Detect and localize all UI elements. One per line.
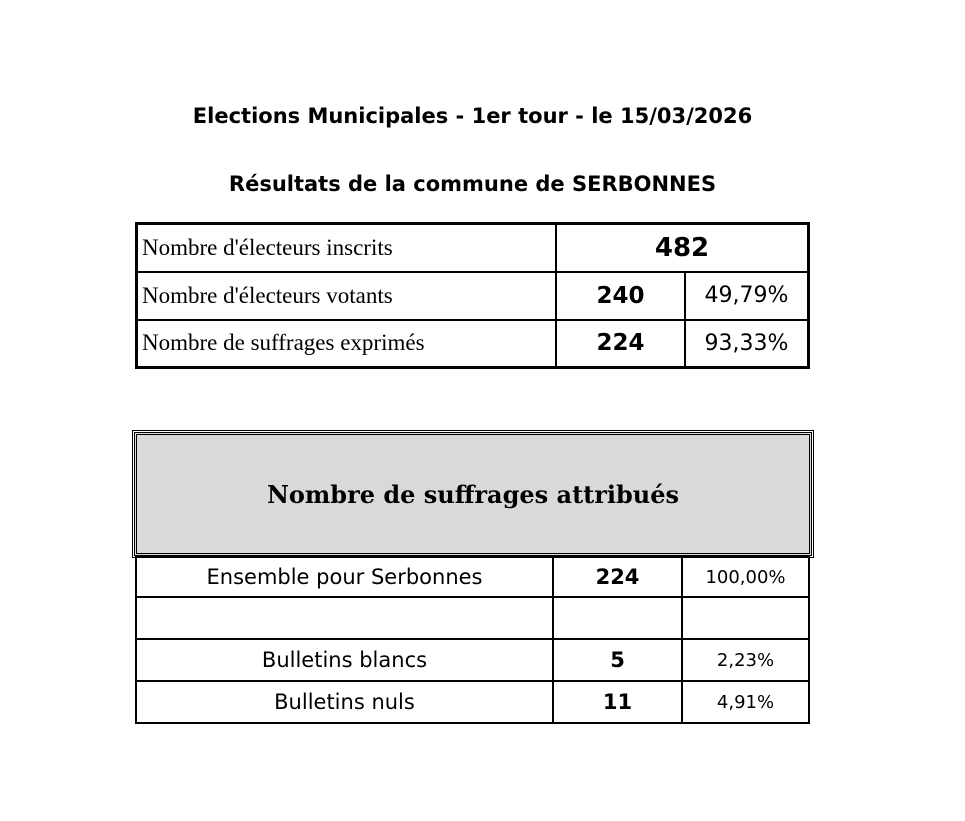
candidate-percent: 100,00% — [682, 557, 809, 597]
inscrits-value: 482 — [556, 224, 809, 272]
votants-value: 240 — [556, 272, 685, 320]
blancs-votes: 5 — [553, 639, 682, 681]
empty-votes — [553, 597, 682, 639]
inscrits-label: Nombre d'électeurs inscrits — [137, 224, 557, 272]
blancs-percent: 2,23% — [682, 639, 809, 681]
attribution-heading: Nombre de suffrages attribués — [134, 432, 812, 556]
table-row — [136, 597, 809, 639]
candidate-name: Ensemble pour Serbonnes — [136, 557, 553, 597]
blancs-label: Bulletins blancs — [136, 639, 553, 681]
nuls-votes: 11 — [553, 681, 682, 723]
exprimes-percent: 93,33% — [685, 320, 809, 368]
votants-percent: 49,79% — [685, 272, 809, 320]
commune-title: Résultats de la commune de SERBONNES — [228, 172, 717, 196]
summary-table — [135, 222, 810, 369]
candidate-votes: 224 — [553, 557, 682, 597]
summary-row-exprimes — [137, 320, 809, 368]
empty-percent — [682, 597, 809, 639]
election-title: Elections Municipales - 1er tour - le 15/03/2026 — [192, 104, 753, 128]
summary-row-inscrits — [137, 224, 809, 272]
empty-name — [136, 597, 553, 639]
exprimes-label: Nombre de suffrages exprimés — [137, 320, 557, 368]
results-table — [135, 556, 810, 724]
table-row — [136, 557, 809, 597]
exprimes-value: 224 — [556, 320, 685, 368]
table-row — [136, 681, 809, 723]
nuls-percent: 4,91% — [682, 681, 809, 723]
votants-label: Nombre d'électeurs votants — [137, 272, 557, 320]
nuls-label: Bulletins nuls — [136, 681, 553, 723]
summary-row-votants — [137, 272, 809, 320]
table-row — [136, 639, 809, 681]
